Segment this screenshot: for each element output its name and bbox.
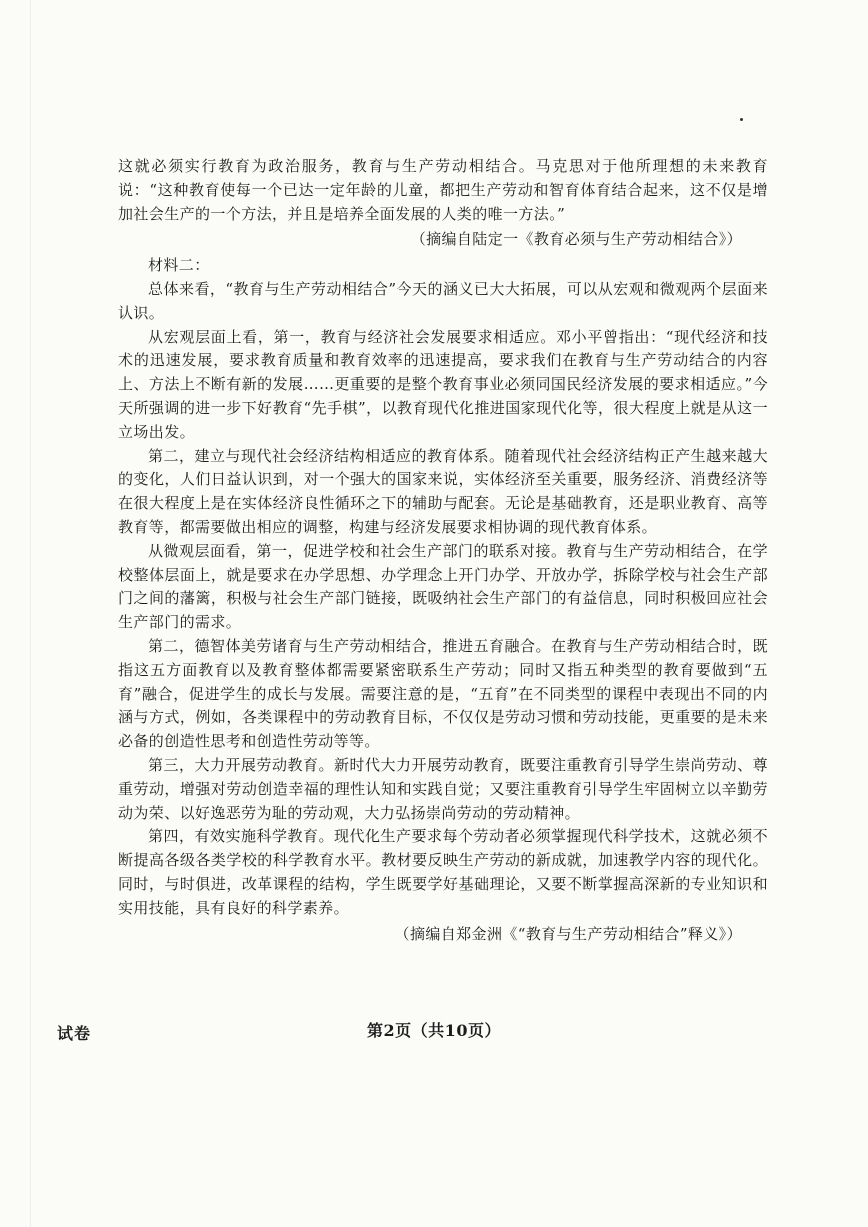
material-one-source: （摘编自陆定一《教育必须与生产劳动相结合》） — [410, 230, 742, 249]
material-one-tail-paragraph: 这就必须实行教育为政治服务，教育与生产劳动相结合。马克思对于他所理想的未来教育说：“这种教育使每一个已达一定年龄的儿童，都把生产劳动和智育体育结合起来，这不仅是增加社会生产的一个方法，并且是培养全面发展的人类的唯一方法。” — [118, 157, 768, 223]
document-body — [118, 155, 768, 948]
material-two-paragraph: 从宏观层面上看，第一，教育与经济社会发展要求相适应。邓小平曾指出：“现代经济和技术的迅速发展，要求教育质量和教育效率的迅速提高，要求我们在教育与生产劳动结合的内容上、方法上不断有新的发展……更重要的是整个教育事业必须同国民经济发展的要求相适应。”今天所强调的进一步下好教育“先手棋”，以教育现代化推进国家现代化等，很大程度上就是从这一立场出发。 — [118, 327, 768, 441]
material-two-label: 材料二： — [148, 256, 210, 275]
material-two-paragraph: 总体来看，“教育与生产劳动相结合”今天的涵义已大大拓展，可以从宏观和微观两个层面来认识。 — [118, 279, 768, 322]
material-two-paragraph: 第二，德智体美劳诸育与生产劳动相结合，推进五育融合。在教育与生产劳动相结合时，既指这五方面教育以及教育整体都需要紧密联系生产劳动；同时又指五种类型的教育要做到“五育”融合，促进学生的成长与发展。需要注意的是，“五育”在不同类型的课程中表现出不同的内涵与方式，例如，各类课程中的劳动教育目标，不仅仅是劳动习惯和劳动技能，更重要的是未来必备的创造性思考和创造性劳动等等。 — [118, 636, 768, 751]
material-two-paragraph: 第四，有效实施科学教育。现代化生产要求每个劳动者必须掌握现代科学技术，这就必须不断提高各级各类学校的科学教育水平。教材要反映生产劳动的新成就，加速教学内容的现代化。同时，与时俱进，改革课程的结构，学生既要学好基础理论，又要不断掌握高深新的专业知识和实用技能，具有良好的科学素养。 — [118, 827, 768, 917]
material-two-paragraph: 从微观层面看，第一，促进学校和社会生产部门的联系对接。教育与生产劳动相结合，在学校整体层面上，就是要求在办学思想、办学理念上开门办学、开放办学，拆除学校与社会生产部门之间的藩篱，积极与社会生产部门链接，既吸纳社会生产部门的有益信息，同时积极回应社会生产部门的需求。 — [118, 541, 768, 632]
page-number: 第2页（共10页） — [367, 1021, 501, 1040]
scan-edge-line — [30, 0, 31, 1227]
material-two-paragraph: 第二，建立与现代社会经济结构相适应的教育体系。随着现代社会经济结构正产生越来越大的变化，人们日益认识到，对一个强大的国家来说，实体经济至关重要，服务经济、消费经济等在很大程度上是在实体经济良性循环之下的辅助与配套。无论是基础教育，还是职业教育、高等教育等，都需要做出相应的调整，构建与经济发展要求相协调的现代教育体系。 — [118, 446, 768, 536]
material-two-paragraph: 第三，大力开展劳动教育。新时代大力开展劳动教育，既要注重教育引导学生崇尚劳动、尊重劳动，增强对劳动创造幸福的理性认知和实践自觉；又要注重教育引导学生牢固树立以辛勤劳动为荣、以好逸恶劳为耻的劳动观，大力弘扬崇尚劳动的劳动精神。 — [118, 755, 768, 822]
material-two-source: （摘编自郑金洲《“教育与生产劳动相结合”释义》） — [394, 924, 742, 943]
exam-paper-label: 试卷 — [57, 1024, 92, 1043]
scan-dot-mark — [740, 118, 743, 121]
